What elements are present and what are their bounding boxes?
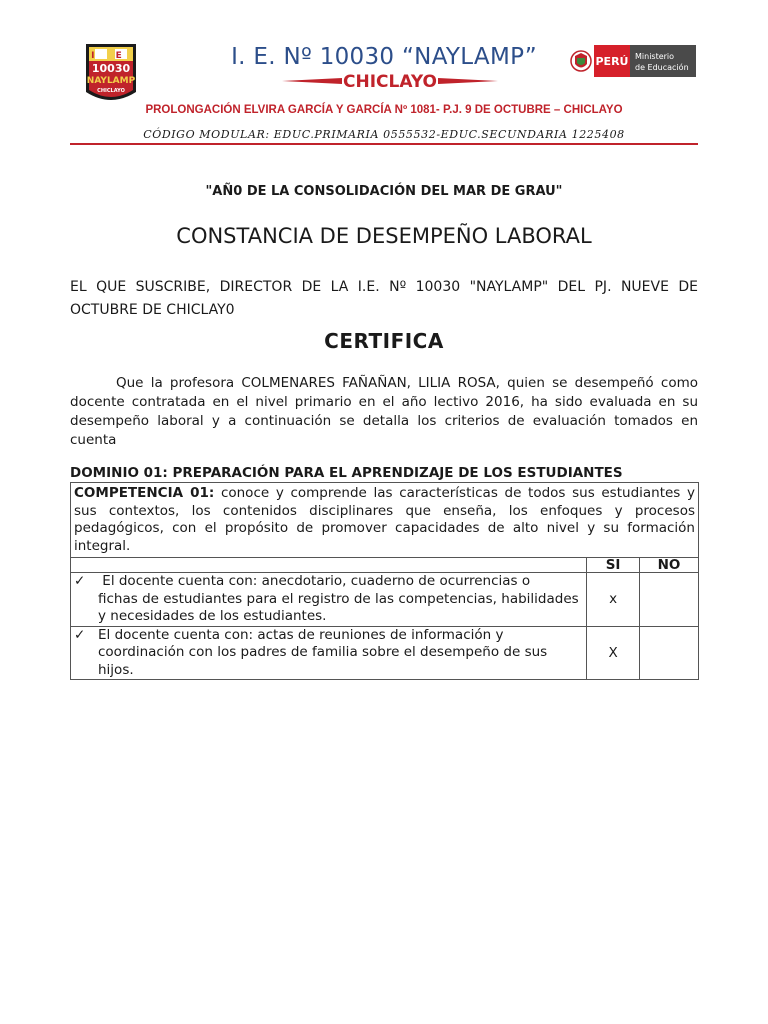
school-logo xyxy=(84,42,138,106)
svg-text:NAYLAMP: NAYLAMP xyxy=(86,76,136,86)
check-icon: ✓ xyxy=(74,626,86,643)
certifica-heading: CERTIFICA xyxy=(324,329,444,353)
si-header: SI xyxy=(587,558,640,573)
criteria-line: El docente cuenta con: anecdotario, cuaderno de ocurrencias o xyxy=(98,573,531,589)
criteria-header-cell xyxy=(71,558,587,573)
svg-text:Ministerio: Ministerio xyxy=(635,52,675,61)
ministry-logo xyxy=(568,44,696,78)
no-mark-1 xyxy=(640,573,699,627)
criteria-text-1 xyxy=(71,573,587,627)
no-mark-2 xyxy=(640,626,699,680)
city-label: CHICLAYO xyxy=(342,72,438,92)
svg-text:PERÚ: PERÚ xyxy=(595,55,629,68)
si-mark-1: x xyxy=(587,573,640,627)
intro-paragraph: EL QUE SUSCRIBE, DIRECTOR DE LA I.E. Nº 10030 "NAYLAMP" DEL PJ. NUEVE DE OCTUBRE DE CHICLAY0 xyxy=(70,279,698,318)
year-motto: "AÑ0 DE LA CONSOLIDACIÓN DEL MAR DE GRAU" xyxy=(205,184,563,199)
criteria-line: El docente cuenta con: actas de reuniones de información y xyxy=(98,626,504,643)
certification-paragraph xyxy=(70,374,698,450)
header-row xyxy=(71,558,699,573)
modular-code: CÓDIGO MODULAR: EDUC.PRIMARIA 0555532-EDUC.SECUNDARIA 1225408 xyxy=(143,128,625,141)
domain-heading: DOMINIO 01: PREPARACIÓN PARA EL APRENDIZAJE DE LOS ESTUDIANTES xyxy=(70,465,623,481)
no-header: NO xyxy=(640,558,699,573)
svg-text:I E: I E xyxy=(91,51,131,61)
header-divider xyxy=(70,143,698,145)
criteria-rest: fichas de estudiantes para el registro de las competencias, habilidades y necesidades de los estudiantes. xyxy=(98,590,579,624)
svg-text:CHICLAYO: CHICLAYO xyxy=(97,88,125,94)
competence-row xyxy=(71,483,699,558)
competence-text: conoce y comprende las características de todos sus estudiantes y sus contextos, los contenidos disciplinares que enseña, los enfoques y procesos pedagógicos, con el propósito de promover capacidades de alto nivel y su formación integral. xyxy=(74,485,695,554)
document-title: CONSTANCIA DE DESEMPEÑO LABORAL xyxy=(176,224,592,248)
school-address: PROLONGACIÓN ELVIRA GARCÍA Y GARCÍA Nº 1081- P.J. 9 DE OCTUBRE – CHICLAYO xyxy=(145,104,623,116)
criteria-rest: coordinación con los padres de familia sobre el desempeño de sus hijos. xyxy=(98,644,548,678)
svg-text:10030: 10030 xyxy=(91,62,131,75)
criteria-row-2 xyxy=(71,626,699,680)
evaluation-table xyxy=(70,482,699,680)
competence-label: COMPETENCIA 01: xyxy=(74,485,215,501)
school-title: I. E. Nº 10030 “NAYLAMP” xyxy=(231,44,537,70)
competence-cell xyxy=(71,483,699,558)
certification-text: Que la profesora COLMENARES FAÑAÑAN, LILIA ROSA, quien se desempeñó como docente contratada en el nivel primario en el año lectivo 2016, ha sido evaluada en su desempeño laboral y a continuación se detalla los criterios de evaluación tomados en cuenta xyxy=(70,375,698,448)
check-icon: ✓ xyxy=(74,573,86,589)
criteria-text-2 xyxy=(71,626,587,680)
si-mark-2: X xyxy=(587,626,640,680)
svg-text:de Educación: de Educación xyxy=(635,63,689,72)
criteria-row-1 xyxy=(71,573,699,627)
